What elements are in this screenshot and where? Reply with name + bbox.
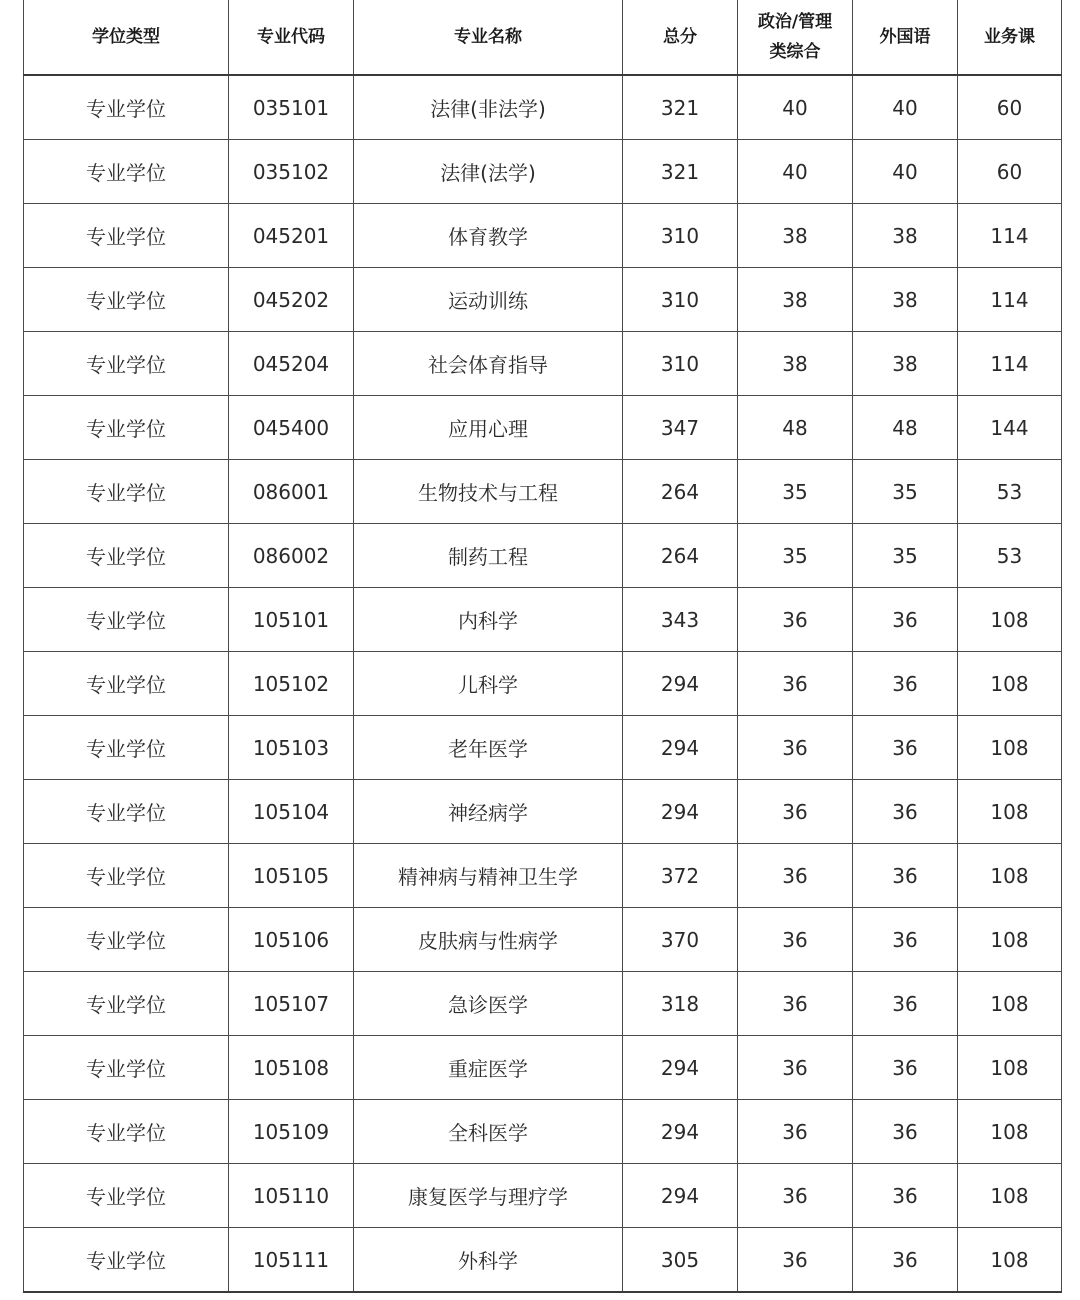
cell-degree-type: 专业学位: [24, 1164, 229, 1228]
cell-professional-course: 108: [958, 716, 1062, 780]
cell-major-name: 法律(法学): [354, 140, 623, 204]
cell-total-score: 347: [623, 396, 738, 460]
score-table: [23, 0, 1062, 1293]
table-row: [24, 204, 1062, 268]
cell-degree-type: 专业学位: [24, 75, 229, 140]
cell-total-score: 264: [623, 460, 738, 524]
cell-major-name: 儿科学: [354, 652, 623, 716]
cell-degree-type: 专业学位: [24, 524, 229, 588]
cell-major-name: 应用心理: [354, 396, 623, 460]
cell-professional-course: 60: [958, 140, 1062, 204]
cell-total-score: 294: [623, 716, 738, 780]
cell-degree-type: 专业学位: [24, 908, 229, 972]
cell-foreign-language: 40: [853, 75, 958, 140]
cell-total-score: 294: [623, 652, 738, 716]
table-row: [24, 972, 1062, 1036]
cell-degree-type: 专业学位: [24, 780, 229, 844]
cell-total-score: 310: [623, 268, 738, 332]
cell-foreign-language: 40: [853, 140, 958, 204]
cell-professional-course: 53: [958, 460, 1062, 524]
cell-major-code: 045204: [229, 332, 354, 396]
cell-total-score: 294: [623, 1164, 738, 1228]
cell-foreign-language: 36: [853, 972, 958, 1036]
table-row: [24, 652, 1062, 716]
cell-total-score: 305: [623, 1228, 738, 1293]
cell-total-score: 321: [623, 140, 738, 204]
cell-degree-type: 专业学位: [24, 268, 229, 332]
cell-politics-management: 36: [738, 1036, 853, 1100]
cell-foreign-language: 36: [853, 1036, 958, 1100]
cell-professional-course: 108: [958, 1228, 1062, 1293]
cell-degree-type: 专业学位: [24, 204, 229, 268]
table-row: [24, 268, 1062, 332]
table-row: [24, 1036, 1062, 1100]
cell-foreign-language: 36: [853, 716, 958, 780]
cell-total-score: 294: [623, 1036, 738, 1100]
cell-major-name: 生物技术与工程: [354, 460, 623, 524]
header-total-score: 总分: [623, 0, 738, 75]
table-row: [24, 460, 1062, 524]
cell-foreign-language: 38: [853, 204, 958, 268]
cell-politics-management: 36: [738, 716, 853, 780]
cell-politics-management: 36: [738, 1164, 853, 1228]
cell-politics-management: 38: [738, 332, 853, 396]
cell-professional-course: 108: [958, 1164, 1062, 1228]
cell-politics-management: 40: [738, 140, 853, 204]
cell-professional-course: 60: [958, 75, 1062, 140]
table-row: [24, 780, 1062, 844]
cell-professional-course: 114: [958, 204, 1062, 268]
cell-major-code: 086001: [229, 460, 354, 524]
cell-major-code: 105106: [229, 908, 354, 972]
cell-politics-management: 36: [738, 972, 853, 1036]
cell-professional-course: 108: [958, 1036, 1062, 1100]
header-degree-type: 学位类型: [24, 0, 229, 75]
table-row: [24, 1164, 1062, 1228]
cell-politics-management: 36: [738, 844, 853, 908]
cell-politics-management: 36: [738, 1228, 853, 1293]
cell-politics-management: 36: [738, 780, 853, 844]
cell-professional-course: 114: [958, 332, 1062, 396]
cell-professional-course: 108: [958, 844, 1062, 908]
cell-total-score: 310: [623, 332, 738, 396]
cell-major-code: 045201: [229, 204, 354, 268]
cell-degree-type: 专业学位: [24, 972, 229, 1036]
cell-total-score: 370: [623, 908, 738, 972]
table-row: [24, 908, 1062, 972]
cell-major-code: 105102: [229, 652, 354, 716]
cell-major-code: 105103: [229, 716, 354, 780]
cell-major-code: 035101: [229, 75, 354, 140]
table-header: [24, 0, 1062, 75]
cell-major-name: 急诊医学: [354, 972, 623, 1036]
cell-foreign-language: 35: [853, 524, 958, 588]
table-row: [24, 396, 1062, 460]
cell-major-code: 105110: [229, 1164, 354, 1228]
cell-politics-management: 36: [738, 652, 853, 716]
cell-degree-type: 专业学位: [24, 396, 229, 460]
cell-degree-type: 专业学位: [24, 1036, 229, 1100]
cell-major-code: 105104: [229, 780, 354, 844]
cell-total-score: 264: [623, 524, 738, 588]
cell-politics-management: 36: [738, 908, 853, 972]
cell-foreign-language: 36: [853, 1164, 958, 1228]
table-row: [24, 75, 1062, 140]
cell-major-name: 全科医学: [354, 1100, 623, 1164]
cell-professional-course: 108: [958, 780, 1062, 844]
cell-degree-type: 专业学位: [24, 460, 229, 524]
cell-foreign-language: 36: [853, 780, 958, 844]
cell-major-name: 社会体育指导: [354, 332, 623, 396]
cell-major-code: 045400: [229, 396, 354, 460]
cell-degree-type: 专业学位: [24, 1100, 229, 1164]
cell-major-name: 精神病与精神卫生学: [354, 844, 623, 908]
cell-foreign-language: 36: [853, 1100, 958, 1164]
header-foreign-language: 外国语: [853, 0, 958, 75]
cell-degree-type: 专业学位: [24, 140, 229, 204]
cell-degree-type: 专业学位: [24, 1228, 229, 1293]
table-row: [24, 588, 1062, 652]
cell-major-name: 重症医学: [354, 1036, 623, 1100]
cell-major-name: 老年医学: [354, 716, 623, 780]
cell-total-score: 294: [623, 1100, 738, 1164]
cell-total-score: 372: [623, 844, 738, 908]
cell-professional-course: 108: [958, 588, 1062, 652]
cell-politics-management: 38: [738, 268, 853, 332]
cell-foreign-language: 36: [853, 844, 958, 908]
cell-major-code: 105111: [229, 1228, 354, 1293]
cell-major-code: 105107: [229, 972, 354, 1036]
cell-major-code: 045202: [229, 268, 354, 332]
cell-professional-course: 108: [958, 1100, 1062, 1164]
cell-degree-type: 专业学位: [24, 588, 229, 652]
cell-professional-course: 144: [958, 396, 1062, 460]
table-row: [24, 332, 1062, 396]
cell-foreign-language: 36: [853, 1228, 958, 1293]
cell-politics-management: 48: [738, 396, 853, 460]
cell-professional-course: 108: [958, 652, 1062, 716]
cell-major-code: 086002: [229, 524, 354, 588]
header-major-code: 专业代码: [229, 0, 354, 75]
header-professional-course: 业务课: [958, 0, 1062, 75]
table-row: [24, 844, 1062, 908]
cell-professional-course: 108: [958, 972, 1062, 1036]
cell-foreign-language: 48: [853, 396, 958, 460]
cell-major-code: 105109: [229, 1100, 354, 1164]
cell-foreign-language: 36: [853, 588, 958, 652]
cell-professional-course: 108: [958, 908, 1062, 972]
cell-politics-management: 40: [738, 75, 853, 140]
cell-foreign-language: 35: [853, 460, 958, 524]
cell-politics-management: 36: [738, 588, 853, 652]
header-major-name: 专业名称: [354, 0, 623, 75]
table-row: [24, 1100, 1062, 1164]
cell-major-name: 运动训练: [354, 268, 623, 332]
cell-politics-management: 38: [738, 204, 853, 268]
cell-major-name: 法律(非法学): [354, 75, 623, 140]
table-row: [24, 140, 1062, 204]
table-row: [24, 716, 1062, 780]
cell-major-code: 105105: [229, 844, 354, 908]
cell-degree-type: 专业学位: [24, 716, 229, 780]
cell-foreign-language: 38: [853, 268, 958, 332]
cell-major-name: 皮肤病与性病学: [354, 908, 623, 972]
cell-major-name: 制药工程: [354, 524, 623, 588]
cell-degree-type: 专业学位: [24, 844, 229, 908]
cell-total-score: 294: [623, 780, 738, 844]
header-politics-management-label: 政治/管理类综合: [757, 12, 833, 62]
cell-professional-course: 114: [958, 268, 1062, 332]
cell-major-name: 内科学: [354, 588, 623, 652]
table-row: [24, 1228, 1062, 1293]
cell-major-code: 035102: [229, 140, 354, 204]
cell-professional-course: 53: [958, 524, 1062, 588]
cell-major-name: 体育教学: [354, 204, 623, 268]
cell-foreign-language: 38: [853, 332, 958, 396]
cell-politics-management: 36: [738, 1100, 853, 1164]
header-row: [24, 0, 1062, 75]
cell-major-name: 康复医学与理疗学: [354, 1164, 623, 1228]
table-body: [24, 75, 1062, 1292]
cell-foreign-language: 36: [853, 652, 958, 716]
table-row: [24, 524, 1062, 588]
cell-total-score: 321: [623, 75, 738, 140]
cell-degree-type: 专业学位: [24, 332, 229, 396]
cell-total-score: 318: [623, 972, 738, 1036]
header-politics-management: [738, 0, 853, 75]
score-table-container: [23, 0, 1061, 1293]
cell-total-score: 343: [623, 588, 738, 652]
cell-major-name: 神经病学: [354, 780, 623, 844]
cell-major-name: 外科学: [354, 1228, 623, 1293]
cell-politics-management: 35: [738, 524, 853, 588]
cell-degree-type: 专业学位: [24, 652, 229, 716]
cell-total-score: 310: [623, 204, 738, 268]
cell-major-code: 105101: [229, 588, 354, 652]
cell-politics-management: 35: [738, 460, 853, 524]
cell-foreign-language: 36: [853, 908, 958, 972]
cell-major-code: 105108: [229, 1036, 354, 1100]
